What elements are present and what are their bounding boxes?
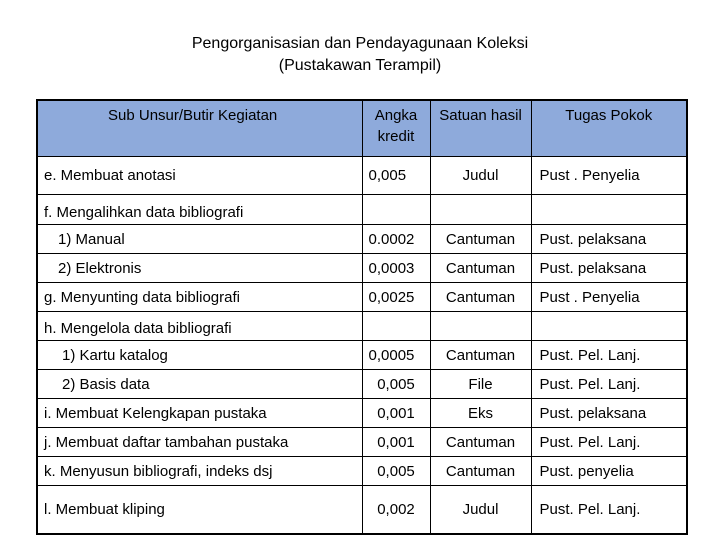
table-row bbox=[37, 370, 687, 399]
header-activity: Sub Unsur/Butir Kegiatan bbox=[37, 100, 362, 157]
cell-duty bbox=[531, 312, 687, 341]
cell-credit: 0,0025 bbox=[362, 283, 430, 312]
header-credit-line2: kredit bbox=[377, 128, 415, 145]
cell-unit: Cantuman bbox=[430, 254, 531, 283]
table-row-group bbox=[37, 312, 687, 341]
cell-unit: Cantuman bbox=[430, 341, 531, 370]
header-unit: Satuan hasil bbox=[430, 100, 531, 157]
cell-unit: Cantuman bbox=[430, 225, 531, 254]
cell-credit: 0,001 bbox=[362, 428, 430, 457]
cell-activity: h. Mengelola data bibliografi bbox=[37, 312, 362, 341]
table-row bbox=[37, 341, 687, 370]
cell-duty: Pust. Pel. Lanj. bbox=[531, 341, 687, 370]
cell-duty: Pust. pelaksana bbox=[531, 225, 687, 254]
cell-credit: 0,005 bbox=[362, 457, 430, 486]
cell-duty: Pust. Pel. Lanj. bbox=[531, 428, 687, 457]
table-row bbox=[37, 283, 687, 312]
page-subtitle: (Pustakawan Terampil) bbox=[278, 57, 442, 74]
cell-duty: Pust . Penyelia bbox=[531, 283, 687, 312]
cell-duty: Pust. Pel. Lanj. bbox=[531, 486, 687, 534]
cell-duty: Pust. penyelia bbox=[531, 457, 687, 486]
table-row bbox=[37, 486, 687, 534]
cell-duty: Pust . Penyelia bbox=[531, 157, 687, 195]
cell-unit bbox=[430, 312, 531, 341]
table-row bbox=[37, 457, 687, 486]
cell-credit: 0,0005 bbox=[362, 341, 430, 370]
table-row bbox=[37, 428, 687, 457]
cell-unit: Cantuman bbox=[430, 283, 531, 312]
table-row bbox=[37, 254, 687, 283]
cell-credit: 0,0003 bbox=[362, 254, 430, 283]
cell-activity: 2) Basis data bbox=[37, 370, 362, 399]
table-row bbox=[37, 157, 687, 195]
header-duty: Tugas Pokok bbox=[531, 100, 687, 157]
header-credit bbox=[362, 100, 430, 157]
table-row-group bbox=[37, 195, 687, 225]
cell-credit: 0,002 bbox=[362, 486, 430, 534]
cell-credit: 0,001 bbox=[362, 399, 430, 428]
cell-duty: Pust. Pel. Lanj. bbox=[531, 370, 687, 399]
cell-unit bbox=[430, 195, 531, 225]
cell-credit: 0.0002 bbox=[362, 225, 430, 254]
cell-unit: Cantuman bbox=[430, 457, 531, 486]
cell-activity: k. Menyusun bibliografi, indeks dsj bbox=[37, 457, 362, 486]
cell-activity: g. Menyunting data bibliografi bbox=[37, 283, 362, 312]
table-header-row bbox=[37, 100, 687, 157]
table-row bbox=[37, 399, 687, 428]
cell-credit: 0,005 bbox=[362, 370, 430, 399]
activity-credit-table bbox=[36, 99, 688, 535]
header-credit-line1: Angka bbox=[374, 107, 418, 124]
cell-activity: i. Membuat Kelengkapan pustaka bbox=[37, 399, 362, 428]
cell-credit bbox=[362, 195, 430, 225]
cell-duty bbox=[531, 195, 687, 225]
cell-unit: Judul bbox=[430, 157, 531, 195]
cell-activity: 1) Manual bbox=[37, 225, 362, 254]
cell-activity: f. Mengalihkan data bibliografi bbox=[37, 195, 362, 225]
cell-activity: e. Membuat anotasi bbox=[37, 157, 362, 195]
cell-duty: Pust. pelaksana bbox=[531, 254, 687, 283]
cell-unit: Eks bbox=[430, 399, 531, 428]
cell-duty: Pust. pelaksana bbox=[531, 399, 687, 428]
cell-activity: l. Membuat kliping bbox=[37, 486, 362, 534]
cell-activity: j. Membuat daftar tambahan pustaka bbox=[37, 428, 362, 457]
cell-unit: Cantuman bbox=[430, 428, 531, 457]
table-row bbox=[37, 225, 687, 254]
cell-credit bbox=[362, 312, 430, 341]
cell-unit: Judul bbox=[430, 486, 531, 534]
cell-credit: 0,005 bbox=[362, 157, 430, 195]
cell-unit: File bbox=[430, 370, 531, 399]
page-title: Pengorganisasian dan Pendayagunaan Koleksi bbox=[191, 35, 529, 52]
cell-activity: 2) Elektronis bbox=[37, 254, 362, 283]
cell-activity: 1) Kartu katalog bbox=[37, 341, 362, 370]
